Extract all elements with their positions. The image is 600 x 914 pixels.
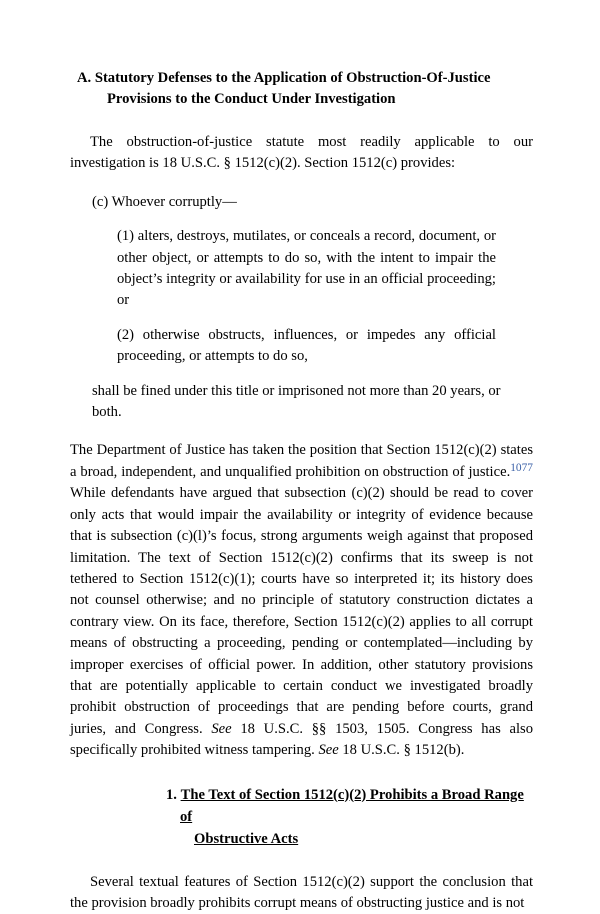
spacer <box>70 312 533 325</box>
sub-heading-title-line-2: Obstructive Acts <box>194 830 299 847</box>
statute-quote-closing: shall be fined under this title or imprisoned not more than 20 years, or both. <box>92 382 501 421</box>
spacer <box>70 850 533 872</box>
doj-paragraph-part-3: 18 U.S.C. §§ 1503, 1505. Congress has also specifically prohibited witness tampering. <box>70 720 534 759</box>
doj-paragraph-part-4: 18 U.S.C. § 1512(b). <box>338 742 465 759</box>
spacer <box>70 423 533 440</box>
statute-quote-clause-2: (2) otherwise obstructs, influences, or impedes any official proceeding, or attempts to do so, <box>117 326 496 365</box>
sub-heading-line-2-wrap <box>180 828 533 850</box>
sub-heading <box>70 784 533 850</box>
footnote-reference-1077[interactable]: 1077 <box>510 462 533 475</box>
doj-paragraph <box>70 440 533 761</box>
intro-paragraph: The obstruction-of-justice statute most readily applicable to our investigation is 18 U.S.C. § 1512(c)(2). Section 1512(c) provides: <box>70 134 533 172</box>
sub-heading-title-line-1: The Text of Section 1512(c)(2) Prohibits a Broad Range of <box>180 786 524 825</box>
section-heading <box>70 0 512 110</box>
spacer <box>70 213 533 226</box>
spacer <box>70 175 533 192</box>
doj-paragraph-part-2: While defendants have argued that subsection (c)(2) should be read to cover only acts that would impair the availability or integrity of evidence because that is subsection (c)(l)’s focus, strong arguments weigh against that proposed limitation. The text of Section 1512(c)(2) confirms that its sweep is not tethered to Section 1512(c)(1); courts have so interpreted it; its history does not counsel otherwise; and no principle of statutory construction dictates a contrary view. On its face, therefore, Section 1512(c)(2) applies to all corrupt means of obstructing a proceeding, pending or contemplated—including by improper exercises of official power. In addition, other statutory provisions that are potentially applicable to certain conduct we investigated broadly prohibit obstruction of proceedings that are pending before courts, grand juries, and Congress. <box>70 485 533 737</box>
citation-signal-see-2: See <box>318 742 339 759</box>
spacer <box>70 368 533 381</box>
doj-paragraph-part-1: The Department of Justice has taken the position that Section 1512(c)(2) states a broad, independent, and unqualified prohibition on obstruction of justice. <box>70 442 533 480</box>
citation-signal-see-1: See <box>211 720 232 737</box>
spacer <box>70 762 533 784</box>
statute-quote-clause-1: (1) alters, destroys, mutilates, or conceals a record, document, or other object, or attempts to do so, with the intent to impair the object’s integrity or availability for use in an official proceeding; or <box>117 228 496 309</box>
section-heading-line-2: Provisions to the Conduct Under Investigation <box>107 91 396 107</box>
sub-heading-number: 1. <box>166 786 177 803</box>
final-paragraph: Several textual features of Section 1512(c)(2) support the conclusion that the provision broadly prohibits corrupt means of obstructing justice and is not <box>70 873 533 911</box>
spacer <box>70 110 533 132</box>
document-content <box>70 0 533 914</box>
statute-quote-lead-in: (c) Whoever corruptly— <box>92 193 237 210</box>
section-heading-line-1: A. Statutory Defenses to the Application of Obstruction-Of-Justice <box>77 70 491 86</box>
